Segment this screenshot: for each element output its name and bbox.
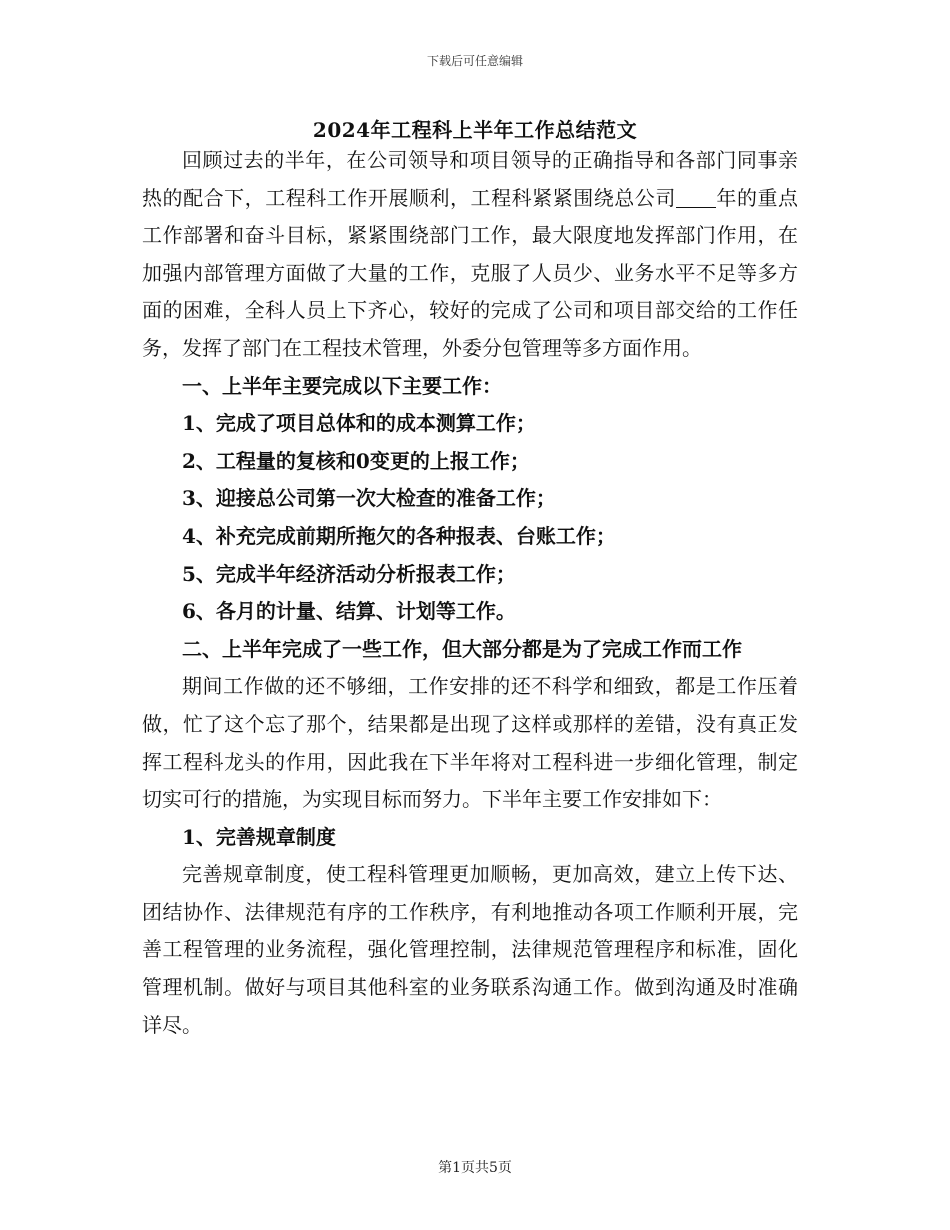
header-note: 下载后可任意编辑 xyxy=(426,54,523,68)
section-1-item: 2、工程量的复核和0变更的上报工作； xyxy=(182,448,530,473)
section-1-item: 1、完成了项目总体和的成本测算工作； xyxy=(182,411,536,436)
section-1-item: 5、完成半年经济活动分析报表工作； xyxy=(182,561,516,586)
intro-paragraph xyxy=(142,142,798,368)
page-number-footer: 第1页共5页 xyxy=(438,1160,512,1176)
subsection-1-heading: 1、完善规章制度 xyxy=(182,824,336,849)
section-1-item: 3、迎接总公司第一次大检查的准备工作； xyxy=(182,486,556,511)
section-2-heading: 二、上半年完成了一些工作，但大部分都是为了完成工作而工作 xyxy=(182,636,742,661)
subsection-1-paragraph: 完善规章制度，使工程科管理更加顺畅，更加高效，建立上传下达、团结协作、法律规范有序的工作秩序，有利地推动各项工作顺利开展，完善工程管理的业务流程，强化管理控制，法律规范管理程序和标准，固化管理机制。做好与项目其他科室的业务联系沟通工作。做到沟通及时准确详尽。 xyxy=(142,862,798,1037)
fill-in-blank xyxy=(676,187,716,208)
document-title: 2024年工程科上半年工作总结范文 xyxy=(312,118,638,142)
intro-text-after-blank: 年的重点工作部署和奋斗目标，紧紧围绕部门工作，最大限度地发挥部门作用，在加强内部管理方面做了大量的工作，克服了人员少、业务水平不足等多方面的困难，全科人员上下齐心，较好的完成了公司和项目部交给的工作任务，发挥了部门在工程技术管理，外委分包管理等多方面作用。 xyxy=(142,185,799,360)
section-1-item: 6、各月的计量、结算、计划等工作。 xyxy=(182,599,516,624)
document-body xyxy=(142,142,798,1044)
section-1-item: 4、补充完成前期所拖欠的各种报表、台账工作； xyxy=(182,523,616,548)
section-2-paragraph: 期间工作做的还不够细，工作安排的还不科学和细致，都是工作压着做，忙了这个忘了那个，结果都是出现了这样或那样的差错，没有真正发挥工程科龙头的作用，因此我在下半年将对工程科进一步细化管理，制定切实可行的措施，为实现目标而努力。下半年主要工作安排如下： xyxy=(142,674,798,812)
section-1-heading: 一、上半年主要完成以下主要工作： xyxy=(182,373,502,398)
intro-text-before-blank: 回顾过去的半年，在公司领导和项目领导的正确指导和各部门同事亲热的配合下，工程科工作开展顺利，工程科紧紧围绕总公司 xyxy=(142,148,798,210)
